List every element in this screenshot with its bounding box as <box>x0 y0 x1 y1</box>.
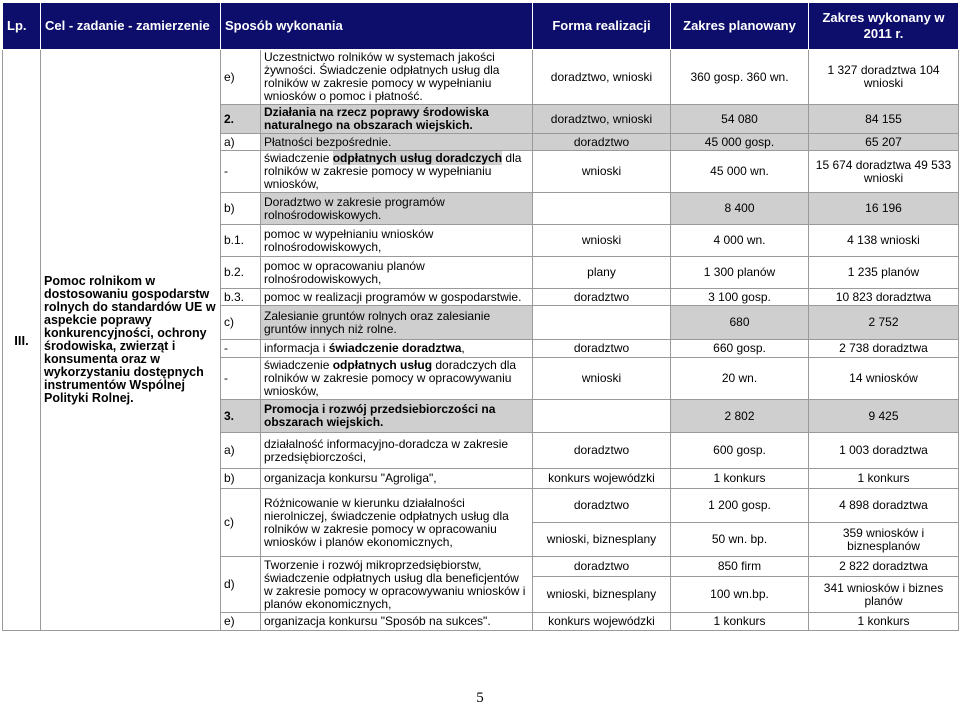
row-plan: 680 <box>671 306 809 340</box>
row-plan: 360 gosp. 360 wn. <box>671 50 809 105</box>
row-number: e) <box>221 50 261 105</box>
row-plan: 8 400 <box>671 193 809 225</box>
row-plan: 660 gosp. <box>671 340 809 358</box>
row-forma: doradztwo <box>533 134 671 151</box>
row-wyk: 84 155 <box>809 105 959 134</box>
row-text: Różnicowanie w kierunku działalności nierolniczej, świadczenie odpłatnych usług dla rolników w zakresie pomocy w opracowaniu wniosków i planów ekonomicznych, <box>261 489 533 557</box>
row-number: d) <box>221 557 261 613</box>
row-plan: 2 802 <box>671 400 809 433</box>
header-cel: Cel - zadanie - zamierzenie <box>41 3 221 50</box>
row-number: a) <box>221 134 261 151</box>
row-wyk: 1 konkurs <box>809 613 959 631</box>
row-forma: wnioski <box>533 358 671 400</box>
row-text-bold: odpłatnych usług <box>332 358 433 372</box>
row-wyk: 1 konkurs <box>809 469 959 489</box>
row-number: b) <box>221 469 261 489</box>
row-forma: doradztwo <box>533 557 671 577</box>
row-number: b.2. <box>221 257 261 289</box>
row-plan: 45 000 gosp. <box>671 134 809 151</box>
row-text-post: , <box>461 341 465 355</box>
section-goal: Pomoc rolnikom w dostosowaniu gospodarstw rolnych do standardów UE w aspekcie poprawy konkurencyjności, ochrony środowiska, zwierząt i konsumenta oraz w wykorzystaniu dostępnych instrumentów Wspólnej Polityki Rolnej. <box>41 50 221 631</box>
row-text <box>261 340 533 358</box>
row-text: Uczestnictwo rolników w systemach jakości żywności. Świadczenie odpłatnych usług dla rolników w zakresie pomocy w wypełnianiu wniosków o pomoc i płatność. <box>261 50 533 105</box>
row-wyk: 2 752 <box>809 306 959 340</box>
row-number: - <box>221 340 261 358</box>
row-wyk: 14 wniosków <box>809 358 959 400</box>
row-forma: wnioski <box>533 151 671 193</box>
row-number: c) <box>221 489 261 557</box>
row-plan: 1 200 gosp. <box>671 489 809 523</box>
row-text <box>261 151 533 193</box>
table-row <box>3 50 959 105</box>
row-forma: doradztwo, wnioski <box>533 50 671 105</box>
row-number: 2. <box>221 105 261 134</box>
row-forma: doradztwo <box>533 289 671 306</box>
row-forma: konkurs wojewódzki <box>533 613 671 631</box>
row-forma: doradztwo <box>533 489 671 523</box>
row-number: a) <box>221 433 261 469</box>
row-wyk: 9 425 <box>809 400 959 433</box>
row-forma: doradztwo <box>533 433 671 469</box>
row-wyk: 2 822 doradztwa <box>809 557 959 577</box>
row-plan: 3 100 gosp. <box>671 289 809 306</box>
row-text: Płatności bezpośrednie. <box>261 134 533 151</box>
row-number: - <box>221 358 261 400</box>
report-table-container <box>2 2 958 631</box>
row-wyk: 15 674 doradztwa 49 533 wnioski <box>809 151 959 193</box>
row-plan: 1 konkurs <box>671 613 809 631</box>
row-text-bold: odpłatnych usług doradczych <box>332 151 503 165</box>
row-text-pre: informacja i <box>264 341 329 355</box>
header-forma: Forma realizacji <box>533 3 671 50</box>
row-text: Zalesianie gruntów rolnych oraz zalesianie gruntów innych niż rolne. <box>261 306 533 340</box>
row-forma <box>533 193 671 225</box>
row-wyk: 65 207 <box>809 134 959 151</box>
row-text-pre: świadczenie <box>264 151 333 165</box>
row-text-post: doradczych dla rolników w zakresie pomocy w opracowywaniu wniosków, <box>264 358 517 398</box>
row-text-bold: świadczenie doradztwa <box>328 341 462 355</box>
header-zakres-planowany: Zakres planowany <box>671 3 809 50</box>
section-number: III. <box>3 50 41 631</box>
row-plan: 50 wn. bp. <box>671 523 809 557</box>
row-text: organizacja konkursu "Sposób na sukces". <box>261 613 533 631</box>
row-forma: doradztwo <box>533 340 671 358</box>
row-forma <box>533 306 671 340</box>
row-plan: 600 gosp. <box>671 433 809 469</box>
row-wyk: 10 823 doradztwa <box>809 289 959 306</box>
header-zakres-wykonany: Zakres wykonany w 2011 r. <box>809 3 959 50</box>
row-text: Doradztwo w zakresie programów rolnośrodowiskowych. <box>261 193 533 225</box>
row-plan: 20 wn. <box>671 358 809 400</box>
row-wyk: 1 003 doradztwa <box>809 433 959 469</box>
row-number: - <box>221 151 261 193</box>
row-text: pomoc w realizacji programów w gospodarstwie. <box>261 289 533 306</box>
table-header-row <box>3 3 959 50</box>
row-text: działalność informacyjno-doradcza w zakresie przedsiębiorczości, <box>261 433 533 469</box>
row-forma: plany <box>533 257 671 289</box>
row-text: Działania na rzecz poprawy środowiska naturalnego na obszarach wiejskich. <box>261 105 533 134</box>
report-table <box>2 2 959 631</box>
row-text <box>261 358 533 400</box>
row-plan: 1 300 planów <box>671 257 809 289</box>
row-number: 3. <box>221 400 261 433</box>
row-forma: doradztwo, wnioski <box>533 105 671 134</box>
row-text: organizacja konkursu "Agroliga", <box>261 469 533 489</box>
row-wyk: 1 235 planów <box>809 257 959 289</box>
row-number: b.1. <box>221 225 261 257</box>
row-wyk: 16 196 <box>809 193 959 225</box>
row-text: pomoc w wypełnianiu wniosków rolnośrodowiskowych, <box>261 225 533 257</box>
row-plan: 100 wn.bp. <box>671 577 809 613</box>
row-text-pre: świadczenie <box>264 358 333 372</box>
page-number: 5 <box>476 690 484 706</box>
row-plan: 1 konkurs <box>671 469 809 489</box>
row-forma: wnioski <box>533 225 671 257</box>
row-text: Promocja i rozwój przedsiebiorczości na obszarach wiejskich. <box>261 400 533 433</box>
header-lp: Lp. <box>3 3 41 50</box>
row-forma: wnioski, biznesplany <box>533 523 671 557</box>
row-number: e) <box>221 613 261 631</box>
row-wyk: 4 138 wnioski <box>809 225 959 257</box>
row-plan: 4 000 wn. <box>671 225 809 257</box>
row-wyk: 4 898 doradztwa <box>809 489 959 523</box>
row-text: pomoc w opracowaniu planów rolnośrodowiskowych, <box>261 257 533 289</box>
row-forma <box>533 400 671 433</box>
row-plan: 45 000 wn. <box>671 151 809 193</box>
row-text: Tworzenie i rozwój mikroprzedsiębiorstw, świadczenie odpłatnych usług dla beneficjentów w zakresie pomocy w opracowywaniu wniosków i planów ekonomicznych, <box>261 557 533 613</box>
row-number: b.3. <box>221 289 261 306</box>
row-number: c) <box>221 306 261 340</box>
row-forma: wnioski, biznesplany <box>533 577 671 613</box>
row-forma: konkurs wojewódzki <box>533 469 671 489</box>
row-wyk: 2 738 doradztwa <box>809 340 959 358</box>
row-plan: 54 080 <box>671 105 809 134</box>
row-text-post: dla rolników w zakresie pomocy w wypełnianiu wniosków, <box>264 151 522 191</box>
header-sposob: Sposób wykonania <box>221 3 533 50</box>
row-number: b) <box>221 193 261 225</box>
row-wyk: 1 327 doradztwa 104 wnioski <box>809 50 959 105</box>
row-wyk: 341 wniosków i biznes planów <box>809 577 959 613</box>
row-plan: 850 firm <box>671 557 809 577</box>
row-wyk: 359 wniosków i biznesplanów <box>809 523 959 557</box>
